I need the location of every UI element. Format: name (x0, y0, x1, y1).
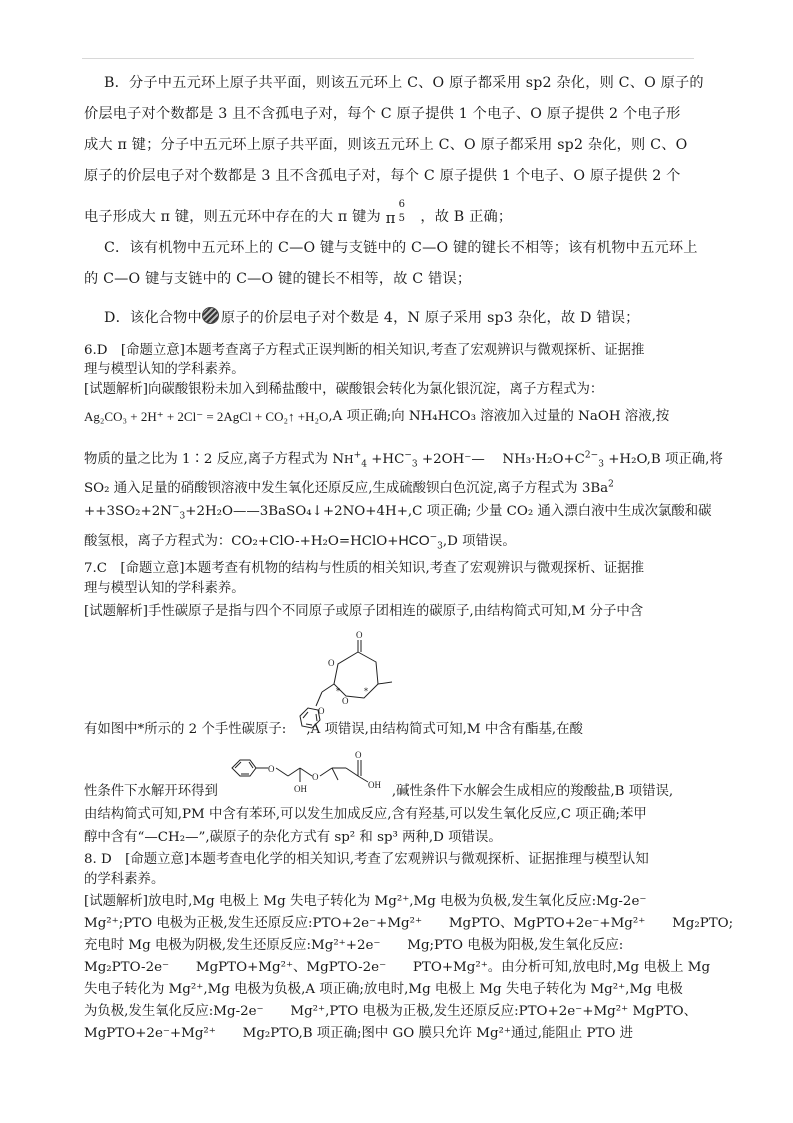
text-line: 醇中含有“—CH₂—”,碳原子的杂化方式有 sp² 和 sp³ 两种,D 项错误。 (84, 830, 502, 845)
text-line: 由结构简式可知,PM 中含有苯环,可以发生加成反应,含有羟基,可以发生氧化反应,C 项正确;苯甲 (84, 807, 647, 822)
text-line: Mg²⁺;PTO 电极为正极,发生还原反应:PTO+2e⁻+Mg²⁺ MgPTO、MgPTO+2e⁻+Mg²⁺ Mg₂PTO; (84, 916, 734, 931)
nh4-ion: $NH^+_4$ (332, 450, 367, 470)
text-line: [试题解析]放电时,Mg 电极上 Mg 失电子转化为 Mg²⁺,Mg 电极为负极,发生氧化反应:Mg-2e⁻ (84, 894, 647, 909)
atom-ball-icon (202, 307, 219, 324)
svg-text:O: O (356, 630, 363, 640)
text-line: 8. D [命题立意]本题考查电化学的相关知识,考查了宏观辨识与微观探析、证据推理与模型认知 (84, 852, 649, 867)
svg-text:OH: OH (368, 780, 381, 790)
text-line: D．该化合物中 原子的价层电子对个数是 4，N 原子采用 sp3 杂化，故 D 错误； (104, 307, 639, 327)
text-line: SO₂ 通入足量的硝酸钡溶液中发生氧化还原反应,生成硫酸钡白色沉淀,离子方程式为 3Ba$^2$ (84, 479, 614, 496)
text-line: 性条件下水解开环得到 ,碱性条件下水解会生成相应的羧酸盐,B 项错误, (84, 784, 674, 799)
svg-text:O: O (328, 658, 335, 668)
text-line: 理与模型认知的学科素养。 (84, 581, 245, 596)
svg-text:O: O (268, 764, 275, 774)
text-line: [试题解析]手性碳原子是指与四个不同原子或原子团相连的碳原子,由结构简式可知,M 分子中含 (84, 604, 644, 619)
text-line: 原子的价层电子对个数都是 3 且不含孤电子对，每个 C 原子提供 1 个电子、O 原子提供 2 个 (84, 168, 681, 184)
pi-6-5-fraction: π 6 5 (385, 199, 406, 227)
text-line: Ag₂CO₃ + 2H⁺ + 2Cl⁻ = 2AgCl + CO₂↑ +H₂O,A 项正确;向 NH₄HCO₃ 溶液加入过量的 NaOH 溶液,按 (84, 408, 670, 424)
text-line: 的学科素养。 (84, 872, 165, 887)
svg-text:O: O (342, 696, 349, 706)
text-line: MgPTO+2e⁻+Mg²⁺ Mg₂PTO,B 项正确;图中 GO 膜只允许 Mg²⁺通过,能阻止 PTO 进 (84, 1026, 634, 1041)
text-line: 电子形成大 π 键，则五元环中存在的大 π 键为 π 6 5 ，故 B 正确； (84, 199, 513, 227)
text-line: 充电时 Mg 电极为阴极,发生还原反应:Mg²⁺+2e⁻ Mg;PTO 电极为阳极,发生氧化反应: (84, 938, 624, 953)
svg-text:O: O (318, 706, 325, 716)
text-line: 理与模型认知的学科素养。 (84, 362, 245, 377)
text-line: 价层电子对个数都是 3 且不含孤电子对，每个 C 原子提供 1 个电子、O 原子提供 2 个电子形 (84, 106, 681, 122)
text-line: 为负极,发生氧化反应:Mg-2e⁻ Mg²⁺,PTO 电极为正极,发生还原反应:PTO+2e⁻+Mg²⁺ MgPTO、 (84, 1004, 698, 1019)
text-line: $++3SO_2+2N^-_3+2H_2O——3BaSO_4↓+2NO+4H+,C$ 项正确; 少量 CO₂ 通入漂白液中生成次氯酸和碳 (84, 502, 712, 522)
header-rule (82, 58, 694, 59)
text-line: 成大 π 键；分子中五元环上原子共平面，则该五元环上 C、O 原子都采用 sp2 杂化，则 C、O (84, 137, 688, 153)
text-line: 有如图中*所示的 2 个手性碳原子: ,A 项错误,由结构简式可知,M 中含有酯基,在酸 (84, 722, 583, 737)
svg-text:O: O (355, 750, 362, 760)
text-line: C．该有机物中五元环上的 C—O 键与支链中的 C—O 键的键长不相等；该有机物中五元环上 (104, 240, 698, 256)
svg-text:*: * (336, 687, 340, 696)
svg-text:*: * (364, 687, 368, 696)
text-line: B．分子中五元环上原子共平面，则该五元环上 C、O 原子都采用 sp2 杂化，则 C、O 原子的 (104, 75, 704, 91)
equation-image: Ag₂CO₃ + 2H⁺ + 2Cl⁻ = 2AgCl + CO₂↑ +H₂O (84, 408, 329, 424)
text-line: 7.C [命题立意]本题考查有机物的结构与性质的相关知识,考查了宏观辨识与微观探析、证据推 (84, 561, 644, 576)
text-line: 物质的量之比为 1∶2 反应,离子方程式为 $NH^+_4 +HC^-_3$ +2OH⁻— $NH_3\cdot H_2O+C^{2-}_3 +H_2O,B$ 项正确,将 (84, 450, 723, 470)
svg-text:OH: OH (294, 784, 307, 794)
svg-text:O: O (312, 772, 319, 782)
text-line: [试题解析]向碳酸银粉未加入到稀盐酸中，碳酸银会转化为氯化银沉淀，离子方程式为： (84, 382, 604, 397)
text-line: 失电子转化为 Mg²⁺,Mg 电极为负极,A 项正确;放电时,Mg 电极上 Mg 失电子转化为 Mg²⁺,Mg 电极 (84, 982, 683, 997)
text-line: Mg₂PTO-2e⁻ MgPTO+Mg²⁺、MgPTO-2e⁻ PTO+Mg²⁺。由分析可知,放电时,Mg 电极上 Mg (84, 960, 711, 975)
text-line: 的 C—O 键与支链中的 C—O 键的键长不相等，故 C 错误； (84, 271, 472, 287)
text-line: 6.D [命题立意]本题考查离子方程式正误判断的相关知识,考查了宏观辨识与微观探析、证据推 (84, 343, 645, 358)
text-line: 酸氢根，离子方程式为：$CO_2+ClO-+H_2O=HClO+HCO^-_3,D$ 项错误。 (84, 532, 516, 552)
